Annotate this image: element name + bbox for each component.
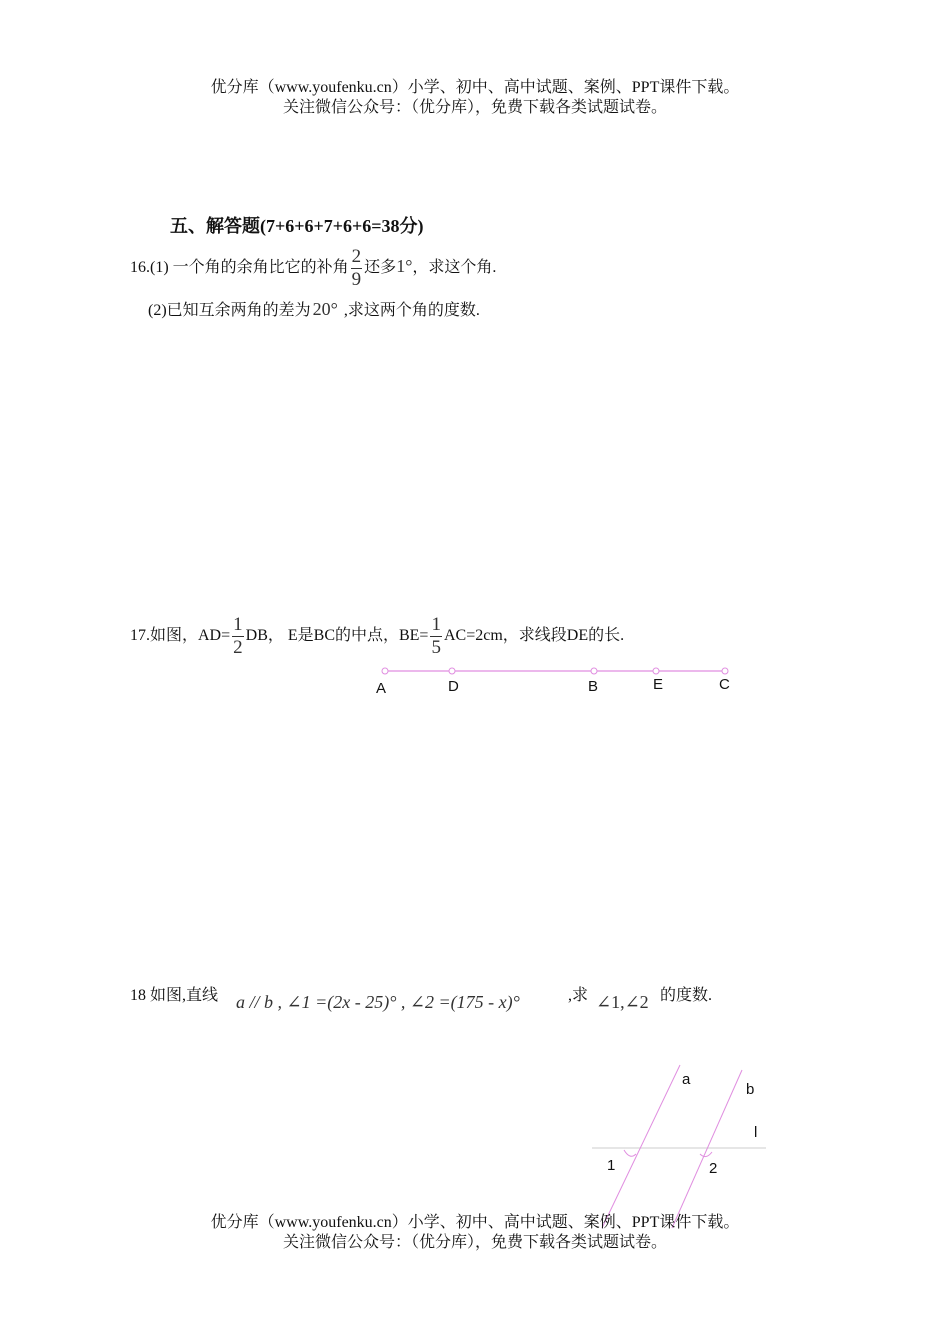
question-16-part-2	[148, 297, 480, 320]
q17-fraction-1	[232, 614, 244, 659]
point-b-marker	[591, 668, 597, 674]
line-a-label: a	[682, 1071, 691, 1088]
q16-part1-degree: 1°	[396, 256, 413, 276]
q18-suffix: 的度数.	[660, 987, 713, 1004]
header-line-1: 优分库（www.youfenku.cn）小学、初中、高中试题、案例、PPT课件下载。	[210, 79, 740, 96]
q18-formula: a // b , ∠1 =(2x - 25)° , ∠2 =(175 - x)°	[236, 992, 520, 1012]
q16-part2-degree: 20°	[312, 299, 338, 319]
header-line-2: 关注微信公众号：（优分库），免费下载各类试题试卷。	[282, 99, 667, 116]
q17-fraction-2-denominator: 5	[431, 636, 441, 658]
footer-line-2: 关注微信公众号：（优分库），免费下载各类试题试卷。	[282, 1234, 667, 1251]
point-d-label: D	[448, 678, 459, 695]
point-a-label: A	[376, 680, 387, 697]
section-title: 五、解答题(7+6+6+7+6+6=38分)	[170, 216, 424, 236]
q17-segment-figure	[370, 660, 750, 700]
point-e-marker	[653, 668, 659, 674]
footer-line-1: 优分库（www.youfenku.cn）小学、初中、高中试题、案例、PPT课件下载。	[210, 1214, 740, 1231]
point-a-marker	[382, 668, 388, 674]
q16-part2-prefix: (2)已知互余两角的差为	[148, 302, 311, 319]
q16-fraction	[351, 246, 363, 291]
q17-fraction-1-denominator: 2	[233, 636, 243, 658]
point-b-label: B	[588, 678, 599, 695]
q17-fraction-2	[430, 614, 442, 659]
q17-prefix: 17.如图，AD=	[130, 627, 231, 644]
q18-ask: ,求	[568, 987, 589, 1004]
angle-1-arc	[624, 1150, 636, 1156]
point-e-label: E	[653, 676, 664, 693]
q16-part1-suffix: ，求这个角.	[412, 259, 497, 276]
line-a	[602, 1065, 680, 1228]
point-d-marker	[449, 668, 455, 674]
q17-fraction-1-numerator: 1	[233, 613, 243, 635]
q17-mid: DB， E是BC的中点，BE=	[245, 627, 429, 644]
q18-prefix: 18 如图,直线	[130, 987, 219, 1004]
line-b-label: b	[746, 1081, 755, 1098]
q17-fraction-2-numerator: 1	[431, 613, 441, 635]
angle-2-label: 2	[709, 1160, 718, 1177]
question-18	[130, 982, 218, 1005]
line-l-label: l	[754, 1124, 758, 1141]
q17-suffix: AC=2cm，求线段DE的长.	[443, 627, 625, 644]
q16-fraction-numerator: 2	[351, 245, 362, 267]
q16-part1-prefix: 16.(1) 一个角的余角比它的补角	[130, 259, 349, 276]
q16-fraction-denominator: 9	[351, 268, 362, 290]
q16-part2-suffix: ,求这两个角的度数.	[343, 302, 480, 319]
q18-angles: ∠1,∠2	[596, 992, 649, 1012]
angle-2-arc	[700, 1152, 712, 1157]
point-c-label: C	[719, 676, 730, 693]
point-c-marker	[722, 668, 728, 674]
question-17	[130, 612, 624, 660]
q16-part1-mid: 还多	[364, 259, 397, 276]
line-b	[672, 1070, 742, 1228]
question-16-part-1	[130, 244, 496, 291]
angle-1-label: 1	[607, 1157, 616, 1174]
